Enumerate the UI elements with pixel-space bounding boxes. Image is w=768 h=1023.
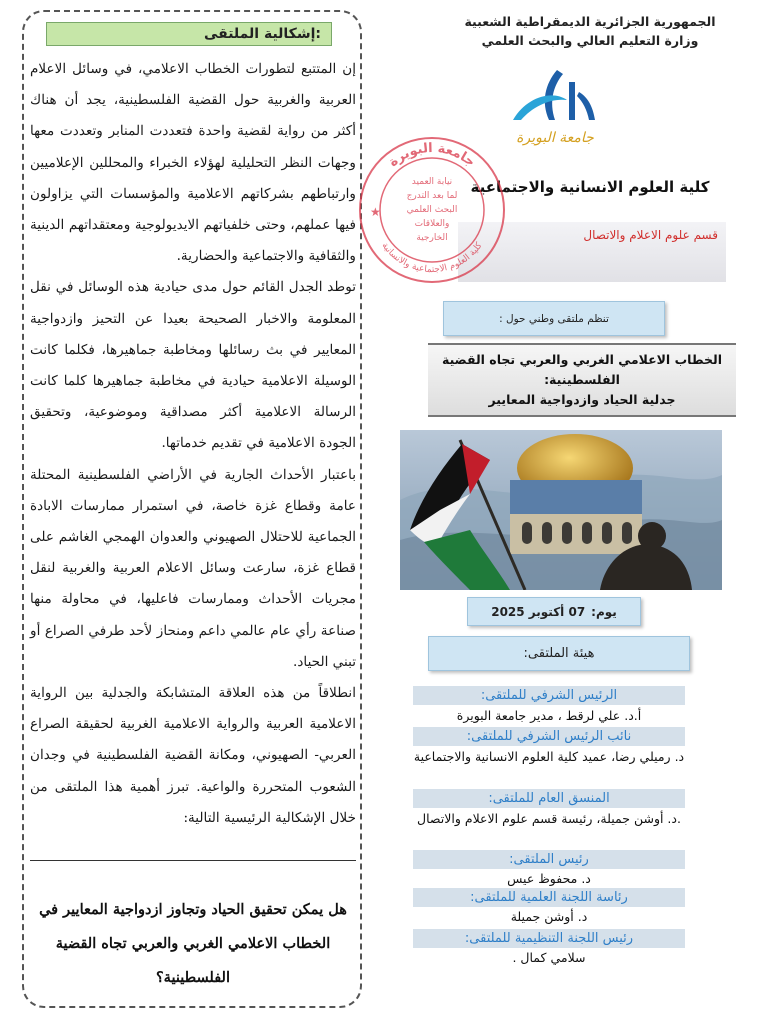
paragraph: انطلاقاً من هذه العلاقة المتشابكة والجدلية بين الرواية الاعلامية العربية والرواية الاعلامية الغربية لحقيقة الصراع العربي- الصهيوني، ومكانة القضية الفلسطينية في وجدان الشعوب المتحررة والواعية. تبرز أهمية هذا الملتقى من خلال الإشكالية الرئيسية التالية: [30, 685, 356, 826]
role-colloquium-president: رئيس الملتقى: [413, 850, 685, 869]
colloquium-title [428, 343, 736, 417]
role-scientific-committee: رئاسة اللجنة العلمية للملتقى: [413, 888, 685, 907]
committee-title: هيئة الملتقى: [428, 636, 690, 671]
paragraph: إن المتتبع لتطورات الخطاب الاعلامي، في وسائل الاعلام العربية والغربية حول القضية الفلسطينية، يجد أن هناك أكثر من رواية لقضية واحدة فتعددت المنابر وتعددت معها وجهات النظر التحليلية لهؤلاء الخبراء والمحللين الإعلاميين وارتباطهم بشركاتهم الاعلامية والمؤسسات التي يزاولون فيها عملهم، وحتى خلفياتهم الايديولوجية ومعتقداتهم الدينية والثقافية والاجتماعية والحضارية. [30, 61, 356, 265]
person-general-coordinator: .د. أوشن جميلة، رئيسة قسم علوم الاعلام والاتصال [417, 811, 681, 826]
paragraph: توطد الجدل القائم حول مدى حيادية هذه الوسائل في نقل المعلومة والاخبار الصحيحة بعيدا عن التحيز وازدواجية المعايير في بث رسائلها ومخاطبة جماهيرها، فكلما كانت الوسيلة الاعلامية حيادية في مخاطبة جماهيرها كلما كانت الرسالة الاعلامية أكثر مصداقية وموضوعية، وتحقيق الجودة الاعلامية في تقديم خدماتها. [30, 279, 356, 452]
stamp-line: الخارجية [416, 233, 448, 243]
faculty-name: كلية العلوم الانسانية والاجتماعية [470, 178, 710, 196]
person-scientific-committee: د. أوشن جميلة [510, 909, 588, 924]
stamp-line: لما بعد التدرج [406, 191, 458, 201]
stamp-line: البحث العلمي [406, 205, 458, 215]
republic-name: الجمهورية الجزائرية الديمقراطية الشعبية [464, 14, 716, 29]
role-honorary-president: الرئيس الشرفي للملتقى: [413, 686, 685, 705]
divider [30, 860, 356, 861]
department-name: قسم علوم الاعلام والاتصال [583, 228, 718, 242]
person-organizing-committee: سلامي كمال . [512, 950, 586, 965]
date-value: 07 أكتوبر 2025 [491, 604, 586, 619]
colloquium-title-line2: جدلية الحياد وازدواجية المعايير [488, 392, 676, 407]
role-vice-honorary-president: نائب الرئيس الشرفي للملتقى: [413, 727, 685, 746]
event-date [467, 597, 641, 626]
official-stamp [352, 130, 512, 290]
role-general-coordinator: المنسق العام للملتقى: [413, 789, 685, 808]
stamp-line: والعلاقات [414, 219, 450, 229]
section-title: إشكالية الملتقى: [46, 22, 332, 46]
organizes-label: تنظم ملتقى وطني حول : [443, 301, 665, 336]
person-honorary-president: أ.د. علي لرقط ، مدير جامعة البويرة [456, 708, 642, 723]
al-aqsa-flag-photo [400, 430, 722, 590]
colloquium-title-line1: الخطاب الاعلامي الغربي والعربي تجاه القضية الفلسطينية: [441, 352, 722, 387]
person-colloquium-president: د. محفوظ عيس [507, 871, 591, 886]
role-organizing-committee: رئيس اللجنة التنظيمية للملتقى: [413, 929, 685, 948]
paragraph: باعتبار الأحداث الجارية في الأراضي الفلسطينية المحتلة عامة وقطاع غزة خاصة، في استمرار ممارسات الابادة الجماعية للاحتلال الصهيوني والعدوان الهمجي الغاشم على قطاع غزة، سارعت وسائل الاعلام العربية والغربية لنقل مجريات الأحداث وممارسات فاعليها، في محاولة منها صناعة رأي عام عالمي داعم ومنحاز لأحد طرفي الصراع أو تبني الحياد. [30, 466, 356, 670]
stamp-line: نيابة العميد [411, 177, 453, 187]
university-logo [505, 62, 605, 150]
stamp-top-text: جامعة البويرة [386, 140, 478, 171]
problem-body [30, 54, 356, 834]
main-question: هل يمكن تحقيق الحياد وتجاوز ازدواجية المعايير في الخطاب الاعلامي الغربي والعربي تجاه القضية الفلسطينية؟ [39, 901, 347, 986]
stamp-bottom-text: كلية العلوم الاجتماعية والانسانية [379, 240, 485, 276]
logo-caption: جامعة البويرة [516, 130, 594, 146]
stamp-star-icon: ★ [370, 205, 381, 219]
ministry-name: وزارة التعليم العالي والبحث العلمي [481, 33, 699, 48]
date-label: يوم: [591, 604, 617, 619]
person-vice-honorary-president: د. رميلي رضا، عميد كلية العلوم الانسانية والاجتماعية [413, 749, 685, 764]
